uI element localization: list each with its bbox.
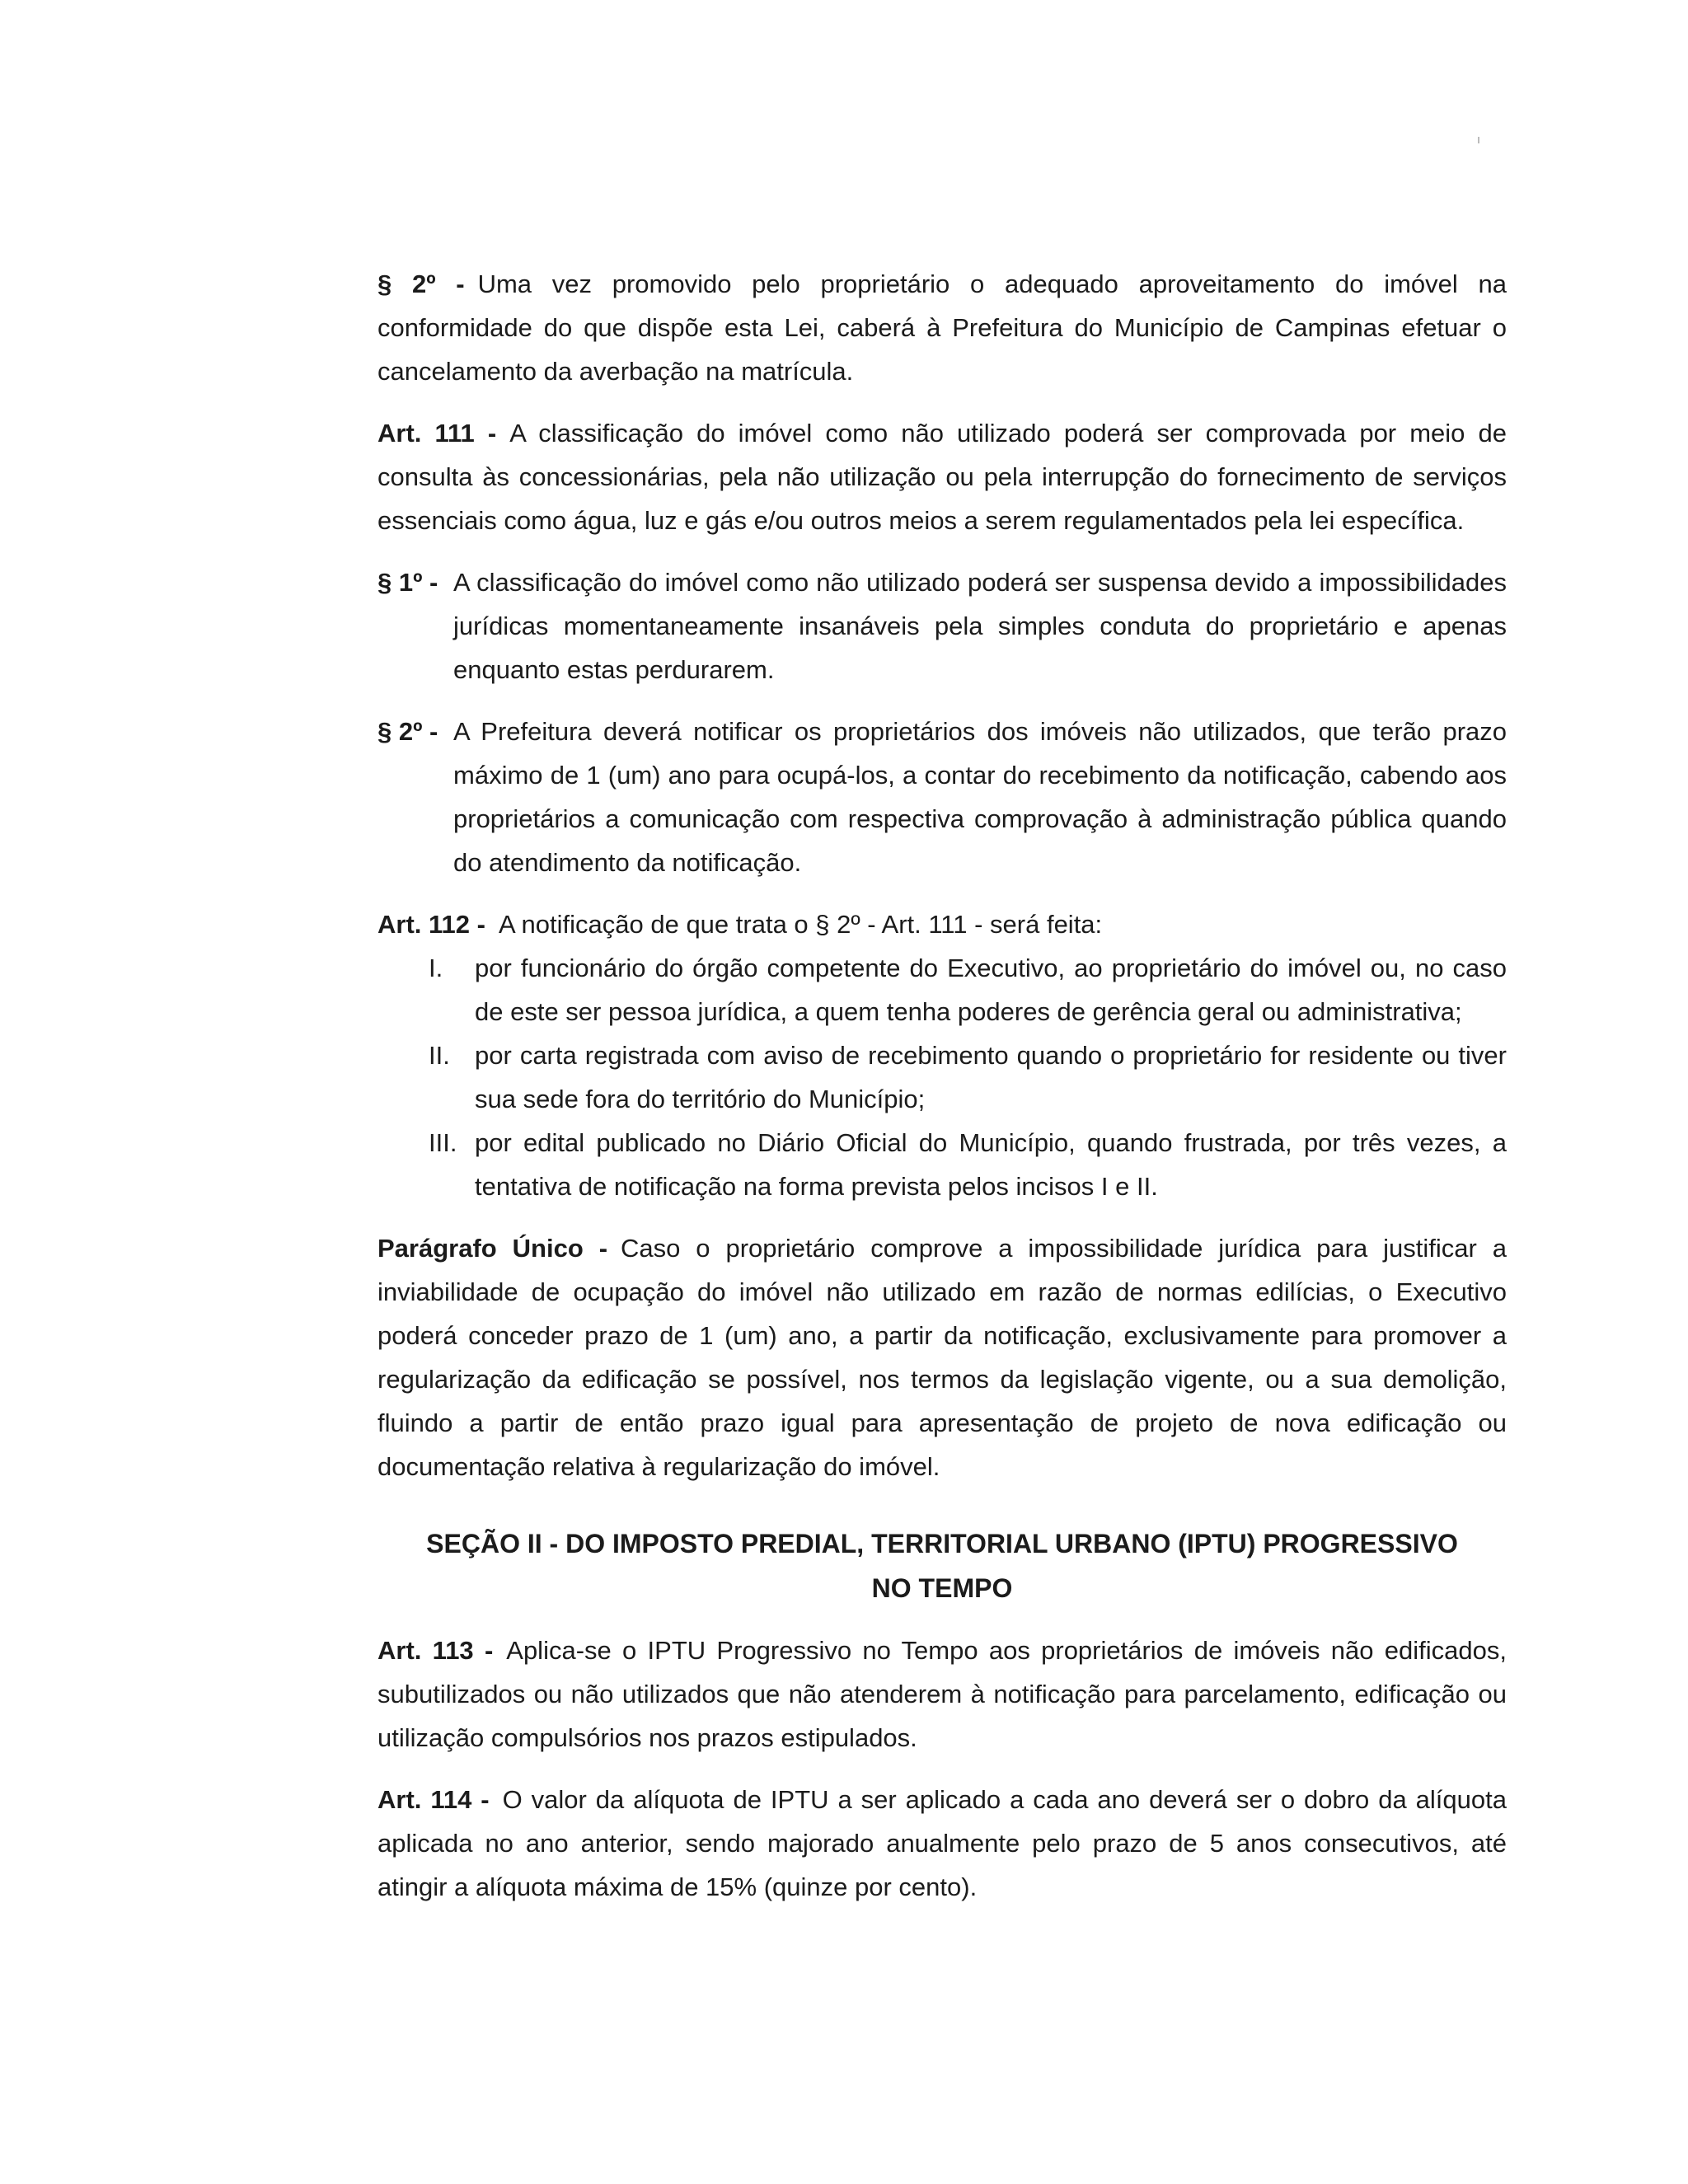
article-text: Aplica-se o IPTU Progressivo no Tempo aos proprietários de imóveis não edificados, subutilizados ou não utilizados que não atenderem à notificação para parcelamento, edificação ou utilização compulsórios nos prazos estipulados. <box>377 1636 1507 1752</box>
article-text: A notificação de que trata o § 2º - Art. 111 - será feita: <box>498 910 1103 939</box>
list-item <box>377 1121 1507 1208</box>
paragraph-2-previous <box>377 262 1507 393</box>
paragraph-text: A Prefeitura deverá notificar os proprietários dos imóveis não utilizados, que terão prazo máximo de 1 (um) ano para ocupá-los, a contar do recebimento da notificação, cabendo aos proprietários a comunicação com respectiva comprovação à administração pública quando do atendimento da notificação. <box>453 717 1507 877</box>
paragraph-label: § 1º - <box>377 568 438 597</box>
list-item <box>377 946 1507 1033</box>
document-body <box>377 262 1507 1927</box>
article-111-paragraph-1 <box>377 560 1507 691</box>
scan-mark <box>1478 137 1479 143</box>
paragraph-text: Uma vez promovido pelo proprietário o adequado aproveitamento do imóvel na conformidade do que dispõe esta Lei, caberá à Prefeitura do Município de Campinas efetuar o cancelamento da averbação na matrícula. <box>377 269 1507 386</box>
paragraph-label: § 2º - <box>377 269 465 298</box>
article-112-items <box>377 946 1507 1208</box>
article-text: O valor da alíquota de IPTU a ser aplicado a cada ano deverá ser o dobro da alíquota aplicada no ano anterior, sendo majorado anualmente pelo prazo de 5 anos consecutivos, até atingir a alíquota máxima de 15% (quinze por cento). <box>377 1785 1507 1901</box>
article-112-sole-paragraph <box>377 1226 1507 1488</box>
article-111 <box>377 411 1507 542</box>
list-item <box>377 1033 1507 1121</box>
item-number: I. <box>429 954 443 982</box>
article-label: Art. 113 - <box>377 1636 494 1665</box>
article-113 <box>377 1629 1507 1760</box>
paragraph-text: Caso o proprietário comprove a impossibilidade jurídica para justificar a inviabilidade de ocupação do imóvel não utilizado em razão de normas edilícias, o Executivo poderá conceder prazo de 1 (um) ano, a partir da notificação, exclusivamente para promover a regularização da edificação se possível, nos termos da legislação vigente, ou a sua demolição, fluindo a partir de então prazo igual para apresentação de projeto de nova edificação ou documentação relativa à regularização do imóvel. <box>377 1234 1507 1481</box>
section-heading <box>377 1521 1507 1610</box>
article-label: Art. 112 - <box>377 910 485 939</box>
article-label: Art. 114 - <box>377 1785 490 1814</box>
paragraph-label: § 2º - <box>377 717 438 746</box>
article-111-paragraph-2 <box>377 710 1507 884</box>
article-text: A classificação do imóvel como não utilizado poderá ser comprovada por meio de consulta às concessionárias, pela não utilização ou pela interrupção do fornecimento de serviços essenciais como água, luz e gás e/ou outros meios a serem regulamentados pela lei específica. <box>377 419 1507 535</box>
item-text: por funcionário do órgão competente do Executivo, ao proprietário do imóvel ou, no caso de este ser pessoa jurídica, a quem tenha poderes de gerência geral ou administrativa; <box>475 954 1507 1026</box>
section-heading-line-1: SEÇÃO II - DO IMPOSTO PREDIAL, TERRITORIAL URBANO (IPTU) PROGRESSIVO <box>426 1529 1458 1558</box>
article-112 <box>377 902 1507 946</box>
item-text: por carta registrada com aviso de recebimento quando o proprietário for residente ou tiver sua sede fora do território do Município; <box>475 1041 1507 1113</box>
item-text: por edital publicado no Diário Oficial do Município, quando frustrada, por três vezes, a tentativa de notificação na forma prevista pelos incisos I e II. <box>475 1128 1507 1201</box>
item-number: III. <box>429 1128 457 1157</box>
item-number: II. <box>429 1041 450 1070</box>
article-label: Art. 111 - <box>377 419 497 448</box>
article-114 <box>377 1778 1507 1909</box>
section-heading-line-2: NO TEMPO <box>871 1573 1013 1603</box>
paragraph-label: Parágrafo Único - <box>377 1234 608 1263</box>
paragraph-text: A classificação do imóvel como não utilizado poderá ser suspensa devido a impossibilidades jurídicas momentaneamente insanáveis pela simples conduta do proprietário e apenas enquanto estas perdurarem. <box>453 568 1507 684</box>
